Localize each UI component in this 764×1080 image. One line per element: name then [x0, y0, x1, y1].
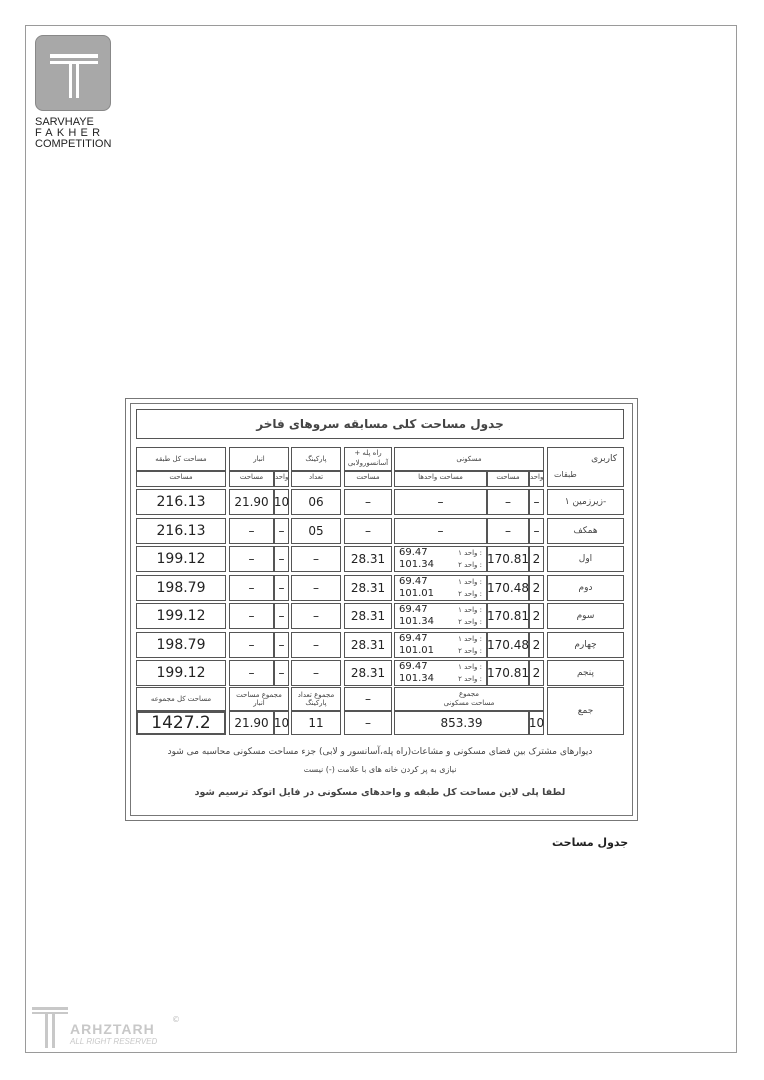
- row-stair: 28.31: [344, 660, 392, 686]
- logo-line-1: SARVHAYE: [35, 116, 94, 128]
- sum-stair-top: –: [344, 687, 392, 711]
- row-stair: 28.31: [344, 632, 392, 658]
- sum-storage-area: 21.90: [229, 711, 274, 735]
- sum-storage-label: مجموع مساحت انبار: [229, 687, 289, 711]
- header-stair-area: مساحت: [344, 471, 392, 487]
- unit-2-area: 101.01: [399, 644, 434, 656]
- row-parking: –: [291, 575, 341, 601]
- footer-rights: ALL RIGHT RESERVED: [70, 1037, 158, 1046]
- footer-brand: ARHZTARH: [70, 1021, 155, 1037]
- header-floors: طبقات: [554, 470, 577, 479]
- row-storage-count: –: [274, 632, 289, 658]
- row-unit-areas: [394, 660, 487, 686]
- sum-res-total: 853.39: [394, 711, 529, 735]
- row-floor: اول: [547, 546, 624, 572]
- row-storage-count: –: [274, 603, 289, 629]
- row-parking: 06: [291, 489, 341, 515]
- row-units: 2: [529, 603, 544, 629]
- row-storage-area: 21.90: [229, 489, 274, 515]
- logo-line-2: FAKHER: [35, 127, 105, 139]
- row-floor: پنجم: [547, 660, 624, 686]
- sum-parking-label: مجموع تعداد پارکینگ: [291, 687, 341, 711]
- row-storage-count: –: [274, 575, 289, 601]
- header-res-area: مساحت: [487, 471, 529, 487]
- row-storage-area: –: [229, 603, 274, 629]
- row-storage-count: 10: [274, 489, 289, 515]
- unit-2-area: 101.34: [399, 616, 434, 627]
- row-storage-area: –: [229, 660, 274, 686]
- row-parking: –: [291, 632, 341, 658]
- header-storage-unit: واحد: [274, 471, 289, 487]
- unit-1-area: 69.47: [399, 661, 428, 672]
- sum-total: 1427.2: [136, 711, 226, 735]
- row-floor-total: 198.79: [136, 632, 226, 658]
- row-unit-areas: –: [394, 518, 487, 544]
- row-floor-total: 199.12: [136, 660, 226, 686]
- row-units: –: [529, 489, 544, 515]
- unit-1-label: واحد ۱ :: [458, 577, 482, 586]
- caption: جدول مساحت: [552, 836, 629, 849]
- unit-1-label: واحد ۱ :: [458, 606, 482, 614]
- row-units: 2: [529, 546, 544, 572]
- row-floor-total: 216.13: [136, 518, 226, 544]
- unit-2-label: واحد ۲ :: [458, 561, 482, 569]
- sum-storage-count: 10: [274, 711, 289, 735]
- sum-res-label: مجموع مساحت مسکونی: [394, 687, 544, 711]
- row-parking: –: [291, 660, 341, 686]
- row-floor: سوم: [547, 603, 624, 629]
- row-floor-total: 199.12: [136, 546, 226, 572]
- footer-registered: ©: [172, 1015, 180, 1024]
- sum-stair: –: [344, 711, 392, 735]
- header-unit-areas: مساحت واحدها: [394, 471, 487, 487]
- header-usage-floors: [547, 447, 624, 487]
- row-storage-count: –: [274, 546, 289, 572]
- unit-2-label: واحد ۲ :: [458, 589, 482, 598]
- row-res-area: –: [487, 518, 529, 544]
- row-unit-areas: [394, 546, 487, 572]
- row-res-area: 170.81: [487, 546, 529, 572]
- row-unit-areas: [394, 603, 487, 629]
- row-res-area: –: [487, 489, 529, 515]
- header-residential: مسکونی: [394, 447, 544, 471]
- unit-1-label: واحد ۱ :: [458, 663, 482, 671]
- row-unit-areas: [394, 632, 487, 658]
- row-floor: زیرزمین ۱-: [547, 489, 624, 515]
- header-storage-area: مساحت: [229, 471, 274, 487]
- row-res-area: 170.48: [487, 632, 529, 658]
- row-res-area: 170.81: [487, 660, 529, 686]
- unit-2-area: 101.34: [399, 673, 434, 684]
- unit-1-area: 69.47: [399, 575, 428, 587]
- row-stair: 28.31: [344, 575, 392, 601]
- row-parking: –: [291, 546, 341, 572]
- header-units: واحد: [529, 471, 544, 487]
- row-unit-areas: –: [394, 489, 487, 515]
- row-stair: 28.31: [344, 546, 392, 572]
- row-units: 2: [529, 632, 544, 658]
- unit-1-area: 69.47: [399, 604, 428, 615]
- header-usage: کاربری: [591, 454, 617, 464]
- unit-1-area: 69.47: [399, 547, 428, 558]
- row-stair: 28.31: [344, 603, 392, 629]
- row-parking: –: [291, 603, 341, 629]
- sum-label: جمع: [547, 687, 624, 735]
- row-units: –: [529, 518, 544, 544]
- unit-2-label: واحد ۲ :: [458, 675, 482, 683]
- row-stair: –: [344, 518, 392, 544]
- row-parking: 05: [291, 518, 341, 544]
- unit-1-area: 69.47: [399, 632, 428, 644]
- row-storage-area: –: [229, 632, 274, 658]
- header-floor-total: مساحت کل طبقه: [136, 447, 226, 471]
- sum-units: 10: [529, 711, 544, 735]
- row-storage-area: –: [229, 546, 274, 572]
- row-storage-count: –: [274, 660, 289, 686]
- row-storage-count: –: [274, 518, 289, 544]
- row-stair: –: [344, 489, 392, 515]
- note-1: دیوارهای مشترک بین فضای مسکونی و مشاعات(راه پله،آسانسور و لابی) جزء مساحت مسکونی محاسبه می شود: [167, 747, 593, 757]
- table-title: جدول مساحت کلی مسابقه سروهای فاخر: [136, 409, 624, 439]
- sum-parking: 11: [291, 711, 341, 735]
- row-floor: چهارم: [547, 632, 624, 658]
- competition-logo: [35, 35, 115, 150]
- sum-total-label: مساحت کل مجموعه: [136, 687, 226, 711]
- area-table-sheet: [125, 398, 638, 821]
- row-storage-area: –: [229, 518, 274, 544]
- header-parking-count: تعداد: [291, 471, 341, 487]
- logo-line-3: COMPETITION: [35, 138, 112, 150]
- row-unit-areas: [394, 575, 487, 601]
- logo-emblem: [35, 35, 111, 111]
- row-floor-total: 199.12: [136, 603, 226, 629]
- header-parking: پارکینگ: [291, 447, 341, 471]
- unit-1-label: واحد ۱ :: [458, 549, 482, 557]
- row-units: 2: [529, 575, 544, 601]
- unit-2-area: 101.34: [399, 559, 434, 570]
- footer-logo: [30, 1003, 190, 1051]
- unit-1-label: واحد ۱ :: [458, 634, 482, 643]
- header-storage: انبار: [229, 447, 289, 471]
- header-stair: راه پله + آسانسورولابی: [344, 447, 392, 471]
- column-emblem-icon: [36, 36, 112, 112]
- row-floor: دوم: [547, 575, 624, 601]
- row-res-area: 170.48: [487, 575, 529, 601]
- footer-column-icon: [30, 1003, 70, 1051]
- unit-2-area: 101.01: [399, 587, 434, 599]
- row-storage-area: –: [229, 575, 274, 601]
- unit-2-label: واحد ۲ :: [458, 646, 482, 655]
- row-floor: همکف: [547, 518, 624, 544]
- row-units: 2: [529, 660, 544, 686]
- row-floor-total: 216.13: [136, 489, 226, 515]
- row-res-area: 170.81: [487, 603, 529, 629]
- header-floor-total-sub: مساحت: [136, 471, 226, 487]
- note-3: لطفا پلی لاین مساحت کل طبقه و واحدهای مسکونی در فایل اتوکد ترسیم شود: [194, 787, 566, 798]
- unit-2-label: واحد ۲ :: [458, 618, 482, 626]
- row-floor-total: 198.79: [136, 575, 226, 601]
- note-2: نیازی به پر کردن خانه های با علامت (-) نیست: [303, 765, 457, 774]
